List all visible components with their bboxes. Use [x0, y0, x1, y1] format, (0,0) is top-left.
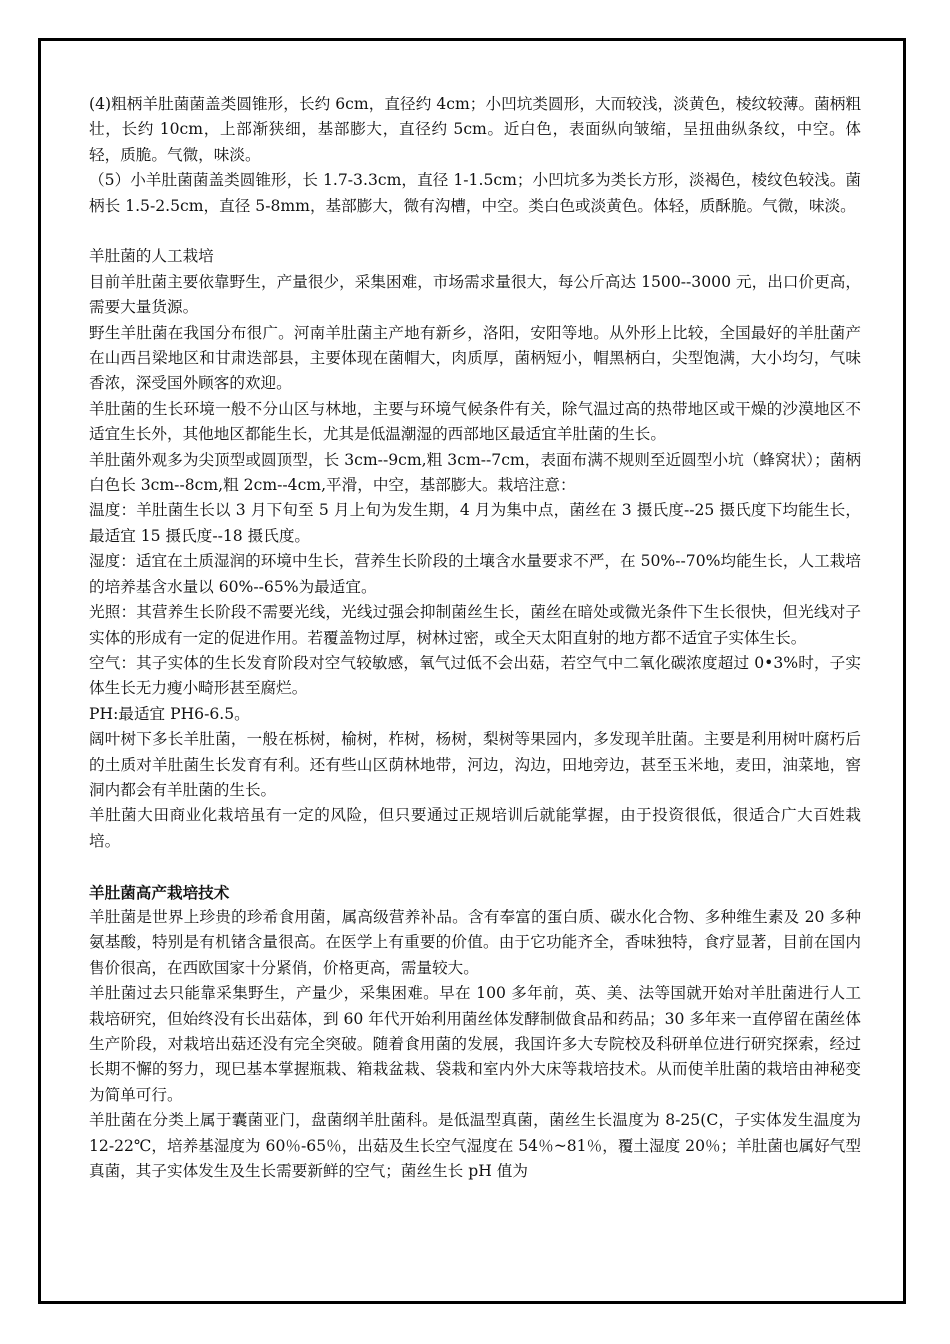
paragraph-air: 空气：其子实体的生长发育阶段对空气较敏感，氧气过低不会出菇，若空气中二氧化碳浓度超过 0•3%时，子实体生长无力瘦小畸形甚至腐烂。	[89, 653, 861, 698]
paragraph-temperature: 温度：羊肚菌生长以 3 月下旬至 5 月上旬为发生期，4 月为集中点，菌丝在 3 摄氏度--25 摄氏度下均能生长，最适宜 15 摄氏度--18 摄氏度。	[89, 501, 861, 545]
paragraph-ph: PH:最适宜 PH6-6.5。	[89, 704, 250, 723]
paragraph-humidity: 湿度：适宜在土质湿润的环境中生长，营养生长阶段的土壤含水量要求不严，在 50%--70%均能生长，人工栽培的培养基含水量以 60%--65%为最适宜。	[89, 552, 861, 596]
paragraph-distribution: 野生羊肚菌在我国分布很广。河南羊肚菌主产地有新乡，洛阳，安阳等地。从外形上比较，全国最好的羊肚菌产在山西吕梁地区和甘肃迭部县，主要体现在菌帽大，肉质厚，菌柄短小，帽黑柄白，尖型饱满，大小均匀，气味香浓，深受国外顾客的欢迎。	[89, 323, 861, 393]
paragraph-classification: 羊肚菌在分类上属于囊菌亚门，盘菌纲羊肚菌科。是低温型真菌，菌丝生长温度为 8-25(C，子实体发生温度为 12-22℃，培养基湿度为 60％-65％，出菇及生长空气湿度在 54％~81％，覆土湿度 20％；羊肚菌也属好气型真菌，其子实体发生及生长需要新鲜的空气；菌丝生长 pH 值为	[89, 1111, 861, 1181]
paragraph-history: 羊肚菌过去只能靠采集野生，产量少，采集困难。早在 100 多年前，英、美、法等国就开始对羊肚菌进行人工栽培研究，但始终没有长出菇体，到 60 年代开始利用菌丝体发酵制做食品和药品；30 多年来一直停留在菌丝体生产阶段，对栽培出菇还没有完全突破。随着食用菌的发展，我国许多大专院校及科研单位进行研究探索，经过长期不懈的努力，现巳基本掌握瓶栽、箱栽盆栽、袋栽和室内外大床等栽培技术。从而使羊肚菌的栽培由神秘变为简单可行。	[89, 984, 861, 1104]
section-title-high-yield: 羊肚菌高产栽培技术	[89, 882, 230, 902]
paragraph-light: 光照：其营养生长阶段不需要光线，光线过强会抑制菌丝生长，菌丝在暗处或微光条件下生长很快，但光线对子实体的形成有一定的促进作用。若覆盖物过厚，树林过密，或全天太阳直射的地方都不适宜子实体生长。	[89, 603, 861, 647]
paragraph-appearance: 羊肚菌外观多为尖顶型或圆顶型，长 3cm--9cm,粗 3cm--7cm，表面布满不规则至近圆型小坑（蜂窝状）；菌柄白色长 3cm--8cm,粗 2cm--4cm,平滑，中空，基部膨大。栽培注意：	[89, 450, 861, 495]
section-title-artificial-cultivation: 羊肚菌的人工栽培	[89, 247, 214, 266]
paragraph-market: 目前羊肚菌主要依靠野生，产量很少，采集困难，市场需求量很大，每公斤高达 1500--3000 元，出口价更高，需要大量货源。	[89, 272, 861, 317]
blank-line	[89, 854, 861, 879]
paragraph-habitat: 阔叶树下多长羊肚菌，一般在栎树，榆树，柞树，杨树，梨树等果园内，多发现羊肚菌。主要是利用树叶腐朽后的土质对羊肚菌生长发育有利。还有些山区荫林地带，河边，沟边，田地旁边，甚至玉米地，麦田，油菜地，窖洞内都会有羊肚菌的生长。	[89, 730, 861, 799]
blank-line	[89, 219, 861, 244]
paragraph-environment: 羊肚菌的生长环境一般不分山区与林地，主要与环境气候条件有关，除气温过高的热带地区或干燥的沙漠地区不适宜生长外，其他地区都能生长，尤其是低温潮湿的西部地区最适宜羊肚菌的生长。	[89, 399, 861, 444]
paragraph-commercial: 羊肚菌大田商业化栽培虽有一定的风险，但只要通过正规培训后就能掌握，由于投资很低，很适合广大百姓栽培。	[89, 806, 861, 850]
paragraph-nutrition: 羊肚菌是世界上珍贵的珍希食用菌，属高级营养补品。含有奉富的蛋白质、碳水化合物、多种维生素及 20 多种氨基酸，特别是有机锗含量很高。在医学上有重要的价值。由于它功能齐全，香味独特，食疗显著，目前在国内售价很高，在西欧国家十分紧俏，价格更高，需量较大。	[89, 907, 861, 977]
paragraph-coarse-stalk-morel: (4)粗柄羊肚菌菌盖类圆锥形，长约 6cm，直径约 4cm；小凹坑类圆形，大而较浅，淡黄色，棱纹较薄。菌柄粗壮，长约 10cm，上部渐狭细，基部膨大，直径约 5cm。近白色，表面纵向皱缩，呈扭曲纵条纹，中空。体轻，质脆。气微，味淡。	[89, 95, 861, 164]
document-body	[89, 92, 861, 1184]
paragraph-small-morel: （5）小羊肚菌菌盖类圆锥形，长 1.7-3.3cm，直径 1-1.5cm；小凹坑多为类长方形，淡褐色，棱纹色较浅。菌柄长 1.5-2.5cm，直径 5-8mm，基部膨大，微有沟槽，中空。类白色或淡黄色。体轻，质酥脆。气微，味淡。	[89, 171, 861, 215]
